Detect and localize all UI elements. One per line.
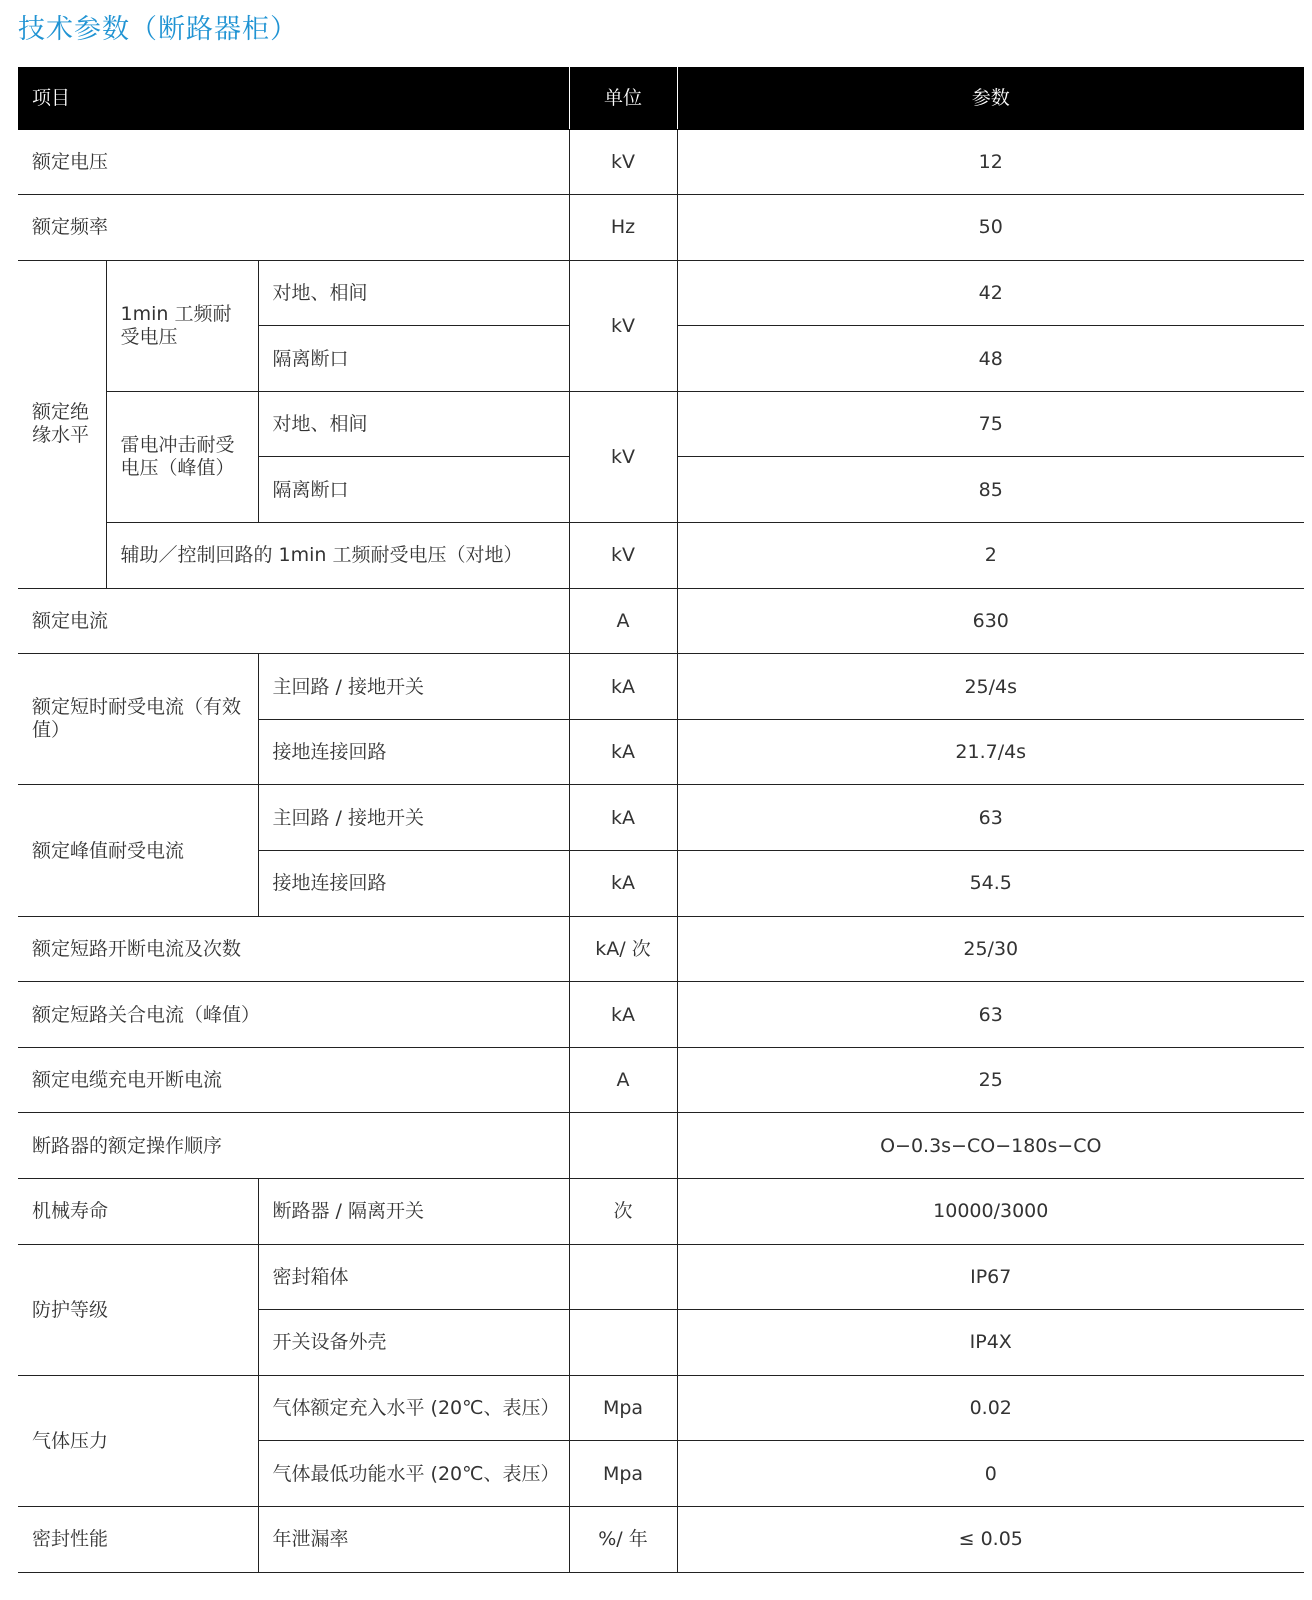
table-row bbox=[18, 1375, 1304, 1441]
row-value: ≤ 0.05 bbox=[677, 1506, 1304, 1572]
table-row bbox=[18, 391, 1304, 457]
row-value: 85 bbox=[677, 457, 1304, 523]
row-unit: kV bbox=[569, 260, 677, 391]
row-label: 额定电压 bbox=[18, 129, 569, 195]
row-unit: kA bbox=[569, 851, 677, 917]
row-unit: Mpa bbox=[569, 1375, 677, 1441]
subgroup-label: 1min 工频耐受电压 bbox=[106, 260, 258, 391]
row-value: 63 bbox=[677, 785, 1304, 851]
row-value: 25 bbox=[677, 1047, 1304, 1113]
group-label: 额定短时耐受电流（有效值） bbox=[18, 654, 258, 785]
table-row bbox=[18, 982, 1304, 1048]
row-value: 0.02 bbox=[677, 1375, 1304, 1441]
row-label: 开关设备外壳 bbox=[258, 1310, 569, 1376]
row-unit: A bbox=[569, 1047, 677, 1113]
row-value: 2 bbox=[677, 523, 1304, 589]
row-label: 隔离断口 bbox=[258, 457, 569, 523]
row-unit: Hz bbox=[569, 195, 677, 261]
table-row bbox=[18, 588, 1304, 654]
row-value: 75 bbox=[677, 391, 1304, 457]
row-unit: kA bbox=[569, 982, 677, 1048]
row-label: 额定电缆充电开断电流 bbox=[18, 1047, 569, 1113]
table-row bbox=[18, 1244, 1304, 1310]
row-label: 对地、相间 bbox=[258, 391, 569, 457]
table-row bbox=[18, 129, 1304, 195]
table-row bbox=[18, 195, 1304, 261]
table-row bbox=[18, 1113, 1304, 1179]
row-unit: kV bbox=[569, 523, 677, 589]
subgroup-label: 雷电冲击耐受电压（峰值） bbox=[106, 391, 258, 522]
group-label: 防护等级 bbox=[18, 1244, 258, 1375]
row-label: 气体最低功能水平 (20℃、表压） bbox=[258, 1441, 569, 1507]
row-value: 48 bbox=[677, 326, 1304, 392]
row-label: 气体额定充入水平 (20℃、表压） bbox=[258, 1375, 569, 1441]
table-row bbox=[18, 1179, 1304, 1245]
row-label: 额定短路关合电流（峰值） bbox=[18, 982, 569, 1048]
table-row bbox=[18, 785, 1304, 851]
row-value: IP4X bbox=[677, 1310, 1304, 1376]
row-label: 额定电流 bbox=[18, 588, 569, 654]
row-value: 10000/3000 bbox=[677, 1179, 1304, 1245]
row-label: 对地、相间 bbox=[258, 260, 569, 326]
table-row bbox=[18, 654, 1304, 720]
row-label: 额定短路开断电流及次数 bbox=[18, 916, 569, 982]
table-header bbox=[18, 67, 1304, 129]
row-value: 630 bbox=[677, 588, 1304, 654]
row-value: 25/30 bbox=[677, 916, 1304, 982]
row-unit bbox=[569, 1244, 677, 1310]
row-label: 断路器 / 隔离开关 bbox=[258, 1179, 569, 1245]
row-unit: %/ 年 bbox=[569, 1506, 677, 1572]
row-value: 50 bbox=[677, 195, 1304, 261]
row-unit: kV bbox=[569, 391, 677, 522]
group-label: 密封性能 bbox=[18, 1506, 258, 1572]
row-unit: A bbox=[569, 588, 677, 654]
row-unit: kV bbox=[569, 129, 677, 195]
row-value: 21.7/4s bbox=[677, 719, 1304, 785]
row-value: 12 bbox=[677, 129, 1304, 195]
row-label: 年泄漏率 bbox=[258, 1506, 569, 1572]
row-label: 主回路 / 接地开关 bbox=[258, 654, 569, 720]
row-label: 辅助／控制回路的 1min 工频耐受电压（对地） bbox=[106, 523, 569, 589]
group-label: 额定峰值耐受电流 bbox=[18, 785, 258, 916]
row-label: 断路器的额定操作顺序 bbox=[18, 1113, 569, 1179]
row-unit: kA bbox=[569, 785, 677, 851]
spec-table bbox=[18, 67, 1304, 1573]
row-value: 54.5 bbox=[677, 851, 1304, 917]
row-value: 63 bbox=[677, 982, 1304, 1048]
row-label: 接地连接回路 bbox=[258, 851, 569, 917]
row-unit bbox=[569, 1113, 677, 1179]
row-unit: kA bbox=[569, 719, 677, 785]
table-row bbox=[18, 1047, 1304, 1113]
row-unit: kA/ 次 bbox=[569, 916, 677, 982]
row-label: 密封箱体 bbox=[258, 1244, 569, 1310]
header-value: 参数 bbox=[677, 67, 1304, 129]
row-value: O−0.3s−CO−180s−CO bbox=[677, 1113, 1304, 1179]
header-item: 项目 bbox=[18, 67, 569, 129]
row-value: IP67 bbox=[677, 1244, 1304, 1310]
group-label: 气体压力 bbox=[18, 1375, 258, 1506]
row-label: 额定频率 bbox=[18, 195, 569, 261]
row-unit bbox=[569, 1310, 677, 1376]
row-value: 25/4s bbox=[677, 654, 1304, 720]
table-row bbox=[18, 260, 1304, 326]
row-label: 接地连接回路 bbox=[258, 719, 569, 785]
page-title: 技术参数（断路器柜） bbox=[18, 14, 298, 45]
row-unit: Mpa bbox=[569, 1441, 677, 1507]
row-value: 42 bbox=[677, 260, 1304, 326]
header-unit: 单位 bbox=[569, 67, 677, 129]
table-row bbox=[18, 916, 1304, 982]
row-unit: 次 bbox=[569, 1179, 677, 1245]
row-unit: kA bbox=[569, 654, 677, 720]
group-label: 机械寿命 bbox=[18, 1179, 258, 1245]
group-label: 额定绝缘水平 bbox=[18, 260, 106, 588]
row-label: 主回路 / 接地开关 bbox=[258, 785, 569, 851]
row-label: 隔离断口 bbox=[258, 326, 569, 392]
table-row bbox=[18, 1506, 1304, 1572]
row-value: 0 bbox=[677, 1441, 1304, 1507]
table-row bbox=[18, 523, 1304, 589]
